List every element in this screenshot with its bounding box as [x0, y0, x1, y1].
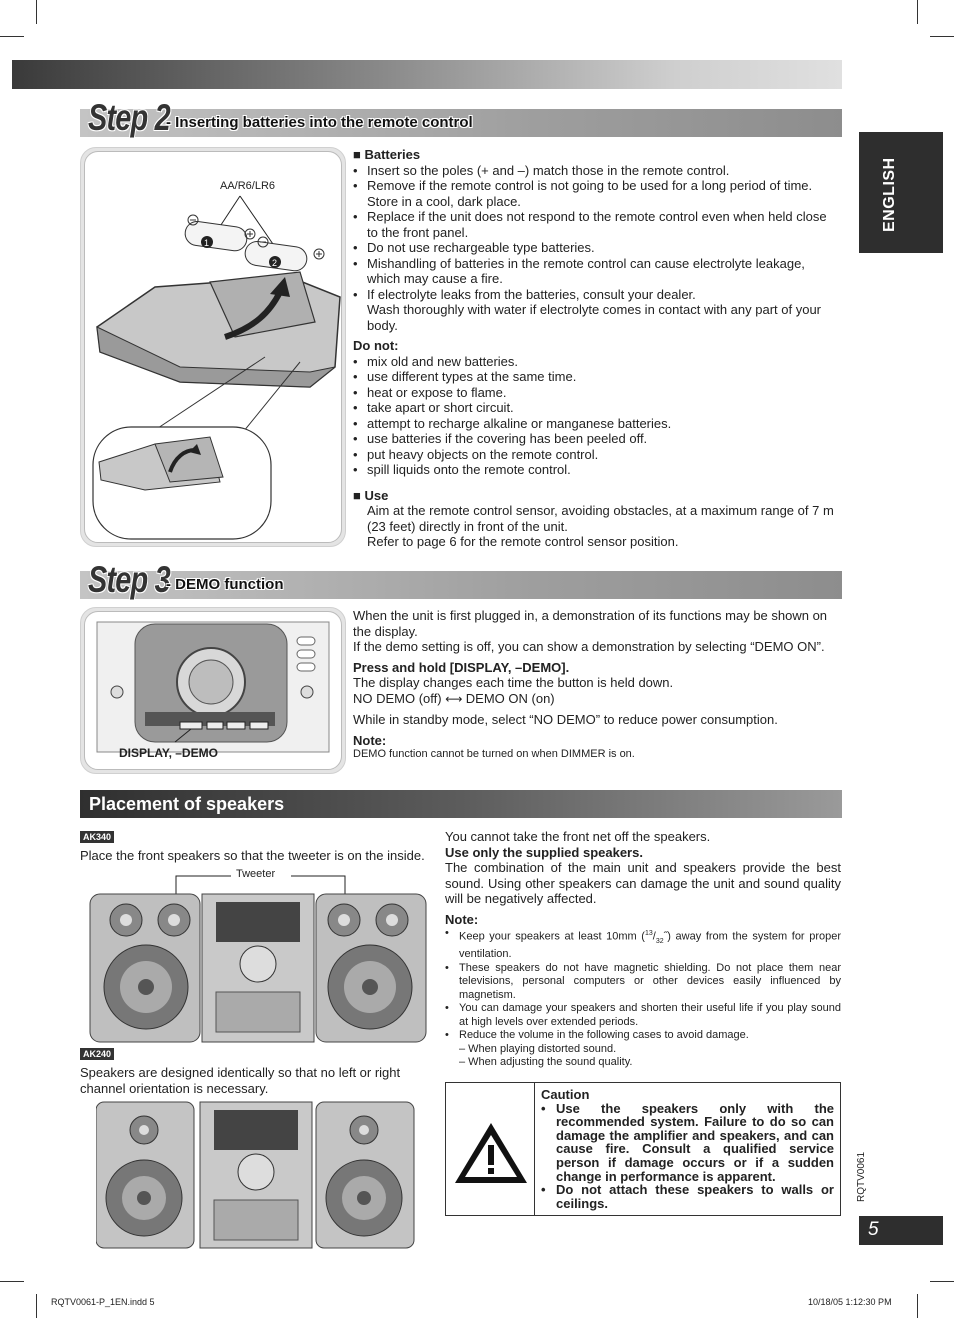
model-badge-ak340: AK340	[80, 831, 114, 843]
footer-file-info: RQTV0061-P_1EN.indd 5	[51, 1297, 155, 1307]
list-item: • Reduce the volume in the following cases to avoid damage.	[445, 1029, 841, 1043]
demo-para-1: When the unit is first plugged in, a demonstration of its functions may be shown on the display.	[353, 608, 828, 639]
list-item: • attempt to recharge alkaline or manganese batteries.	[353, 416, 840, 432]
list-item: • take apart or short circuit.	[353, 400, 840, 416]
note-sub-2: – When adjusting the sound quality.	[459, 1056, 633, 1069]
crop-mark	[917, 0, 918, 24]
language-tab	[859, 132, 943, 253]
note-item-1-start: Keep your speakers at least 10mm (	[459, 930, 645, 943]
caution-box	[445, 1082, 841, 1216]
list-item: • Do not attach these speakers to walls or ceilings.	[541, 1183, 834, 1210]
demo-on-label: DEMO ON (on)	[465, 690, 555, 706]
list-item: • use batteries if the covering has been peeled off.	[353, 431, 840, 447]
crop-mark	[930, 36, 954, 37]
caution-heading: Caution	[541, 1087, 590, 1102]
placement-note-heading: Note:	[445, 911, 479, 927]
caution-text	[541, 1088, 834, 1210]
placement-note-list	[445, 927, 841, 1043]
footer-timestamp: 10/18/05 1:12:30 PM	[808, 1297, 892, 1307]
step3-header-bar	[80, 559, 842, 600]
list-item: • Use the speakers only with the recommended system. Failure to do so can damage the amplifier and speakers, and can cause fire. Consult a qualified service person if damage occurs or if a sudden change in performance is apparent.	[541, 1102, 834, 1184]
list-item: • You can damage your speakers and shorten their useful life if you play sound at high levels over extended periods.	[445, 1002, 841, 1029]
list-item: • use different types at the same time.	[353, 369, 840, 385]
top-gradient-band	[12, 60, 842, 89]
warning-triangle-icon	[453, 1121, 529, 1185]
list-item: • spill liquids onto the remote control.	[353, 462, 840, 478]
note-item-1-end: ˝) away from the system for proper ventilation.	[459, 930, 841, 961]
crop-mark	[917, 1294, 918, 1318]
list-item: • Insert so the poles (+ and –) match those in the remote control.	[353, 163, 840, 179]
donot-list	[353, 354, 840, 478]
use-text-2: Refer to page 6 for the remote control sensor position.	[367, 534, 679, 549]
language-label: ENGLISH	[881, 157, 898, 232]
crop-mark	[36, 1294, 37, 1318]
placement-right-text	[445, 829, 841, 1070]
standby-text: While in standby mode, select “NO DEMO” to reduce power consumption.	[353, 712, 778, 727]
crop-mark	[36, 0, 37, 24]
press-text: The display changes each time the button is held down.	[353, 675, 674, 690]
list-item: • Keep your speakers at least 10mm $(^{13}/_{32}˝)$ away from the system for proper ventilation.	[445, 927, 841, 962]
combination-text: The combination of the main unit and speakers provide the best sound. Using other speakers can damage the unit and sound quality will be negatively affected.	[445, 860, 841, 906]
donot-heading: Do not:	[353, 338, 399, 353]
ak340-text: Place the front speakers so that the tweeter is on the inside.	[80, 848, 425, 863]
crop-mark	[0, 36, 24, 37]
demo-off-label: NO DEMO (off)	[353, 690, 442, 706]
crop-mark	[0, 1281, 24, 1282]
caution-list	[541, 1102, 834, 1211]
press-heading: Press and hold [DISPLAY, –DEMO].	[353, 659, 570, 675]
svg-text:2: 2	[272, 258, 278, 268]
placement-header-bar	[80, 790, 842, 818]
tweeter-label: Tweeter	[236, 868, 276, 880]
list-item: • put heavy objects on the remote control.	[353, 447, 840, 463]
list-item: • Do not use rechargeable type batteries.	[353, 240, 840, 256]
model-badge-ak240: AK240	[80, 1048, 114, 1060]
display-demo-caption: DISPLAY, –DEMO	[119, 746, 218, 760]
demo-toggle-line	[353, 691, 840, 708]
step3-title: - DEMO function	[166, 576, 284, 593]
demo-note-heading: Note:	[353, 732, 387, 748]
placement-title: Placement of speakers	[89, 794, 285, 814]
step2-title: - Inserting batteries into the remote control	[166, 114, 473, 131]
step2-header-bar	[80, 97, 842, 138]
remote-battery-diagram	[85, 152, 343, 544]
ak340-speakers-illustration	[86, 872, 432, 1044]
svg-text:1: 1	[204, 238, 210, 248]
batteries-heading: ■ Batteries	[353, 147, 840, 163]
supplied-speakers-heading: Use only the supplied speakers.	[445, 844, 643, 860]
remote-illustration	[84, 151, 342, 543]
fraction-numerator: 13	[644, 930, 653, 937]
double-arrow-icon: ⟷	[445, 691, 466, 706]
remote-illustration-panel	[80, 147, 346, 547]
fraction-denominator: 32	[655, 937, 664, 945]
demo-illustration-panel	[80, 607, 346, 774]
list-item: • mix old and new batteries.	[353, 354, 840, 370]
step3-text	[353, 608, 840, 762]
list-item: • If electrolyte leaks from the batteries, consult your dealer.	[353, 287, 840, 303]
use-heading: ■ Use	[353, 488, 840, 504]
list-item: • Replace if the unit does not respond to the remote control even when held close to the front panel.	[353, 209, 840, 240]
page-number: 5	[868, 1219, 879, 1240]
caution-divider	[534, 1083, 535, 1215]
list-item: • These speakers do not have magnetic shielding. Do not place them near televisions, personal computers or other devices easily influenced by magnetism.	[445, 962, 841, 1003]
ak240-speakers-illustration	[96, 1100, 416, 1250]
step2-label: Step 2	[88, 97, 170, 138]
batteries-list	[353, 163, 840, 303]
list-item: • Remove if the remote control is not going to be used for a long period of time. Store in a cool, dark place.	[353, 178, 840, 209]
document-code: RQTV0061	[856, 1151, 867, 1202]
step3-label: Step 3	[88, 559, 170, 600]
battery-type-label: AA/R6/LR6	[220, 180, 276, 192]
demo-illustration	[84, 611, 342, 770]
note-sub-1: – When playing distorted sound.	[459, 1042, 617, 1055]
front-net-text: You cannot take the front net off the speakers.	[445, 829, 711, 844]
crop-mark	[930, 1281, 954, 1282]
step2-text	[353, 147, 840, 550]
demo-note-text: DEMO function cannot be turned on when DIMMER is on.	[353, 748, 635, 760]
list-item: • heat or expose to flame.	[353, 385, 840, 401]
page-number-box	[859, 1216, 943, 1245]
wash-text: Wash thoroughly with water if electrolyte comes in contact with any part of your body.	[367, 302, 821, 333]
demo-para-2: If the demo setting is off, you can show a demonstration by selecting “DEMO ON”.	[353, 639, 825, 654]
use-text: Aim at the remote control sensor, avoiding obstacles, at a maximum range of 7 m (23 feet) directly in front of the unit.	[367, 503, 834, 534]
list-item: • Mishandling of batteries in the remote control can cause electrolyte leakage, which may cause a fire.	[353, 256, 840, 287]
ak240-text: Speakers are designed identically so that no left or right channel orientation is necessary.	[80, 1065, 401, 1096]
